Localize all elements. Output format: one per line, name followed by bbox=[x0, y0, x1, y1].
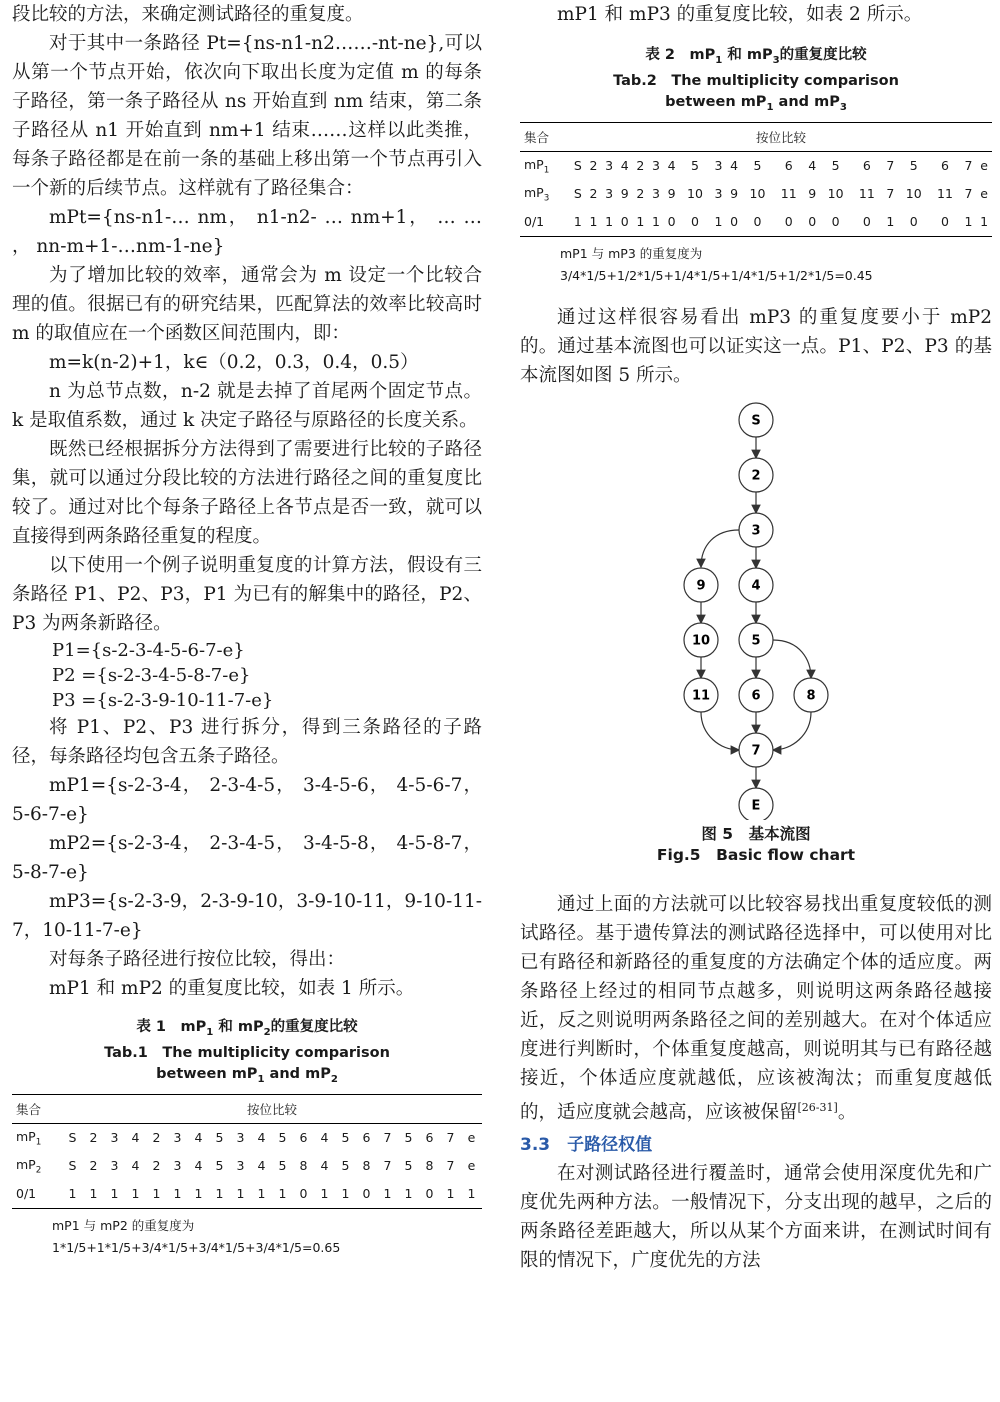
table-cell: 0 bbox=[742, 208, 773, 237]
flow-node-label: 2 bbox=[751, 468, 761, 484]
table-cell: 5 bbox=[215, 1130, 224, 1146]
table-cell: 1 bbox=[314, 1180, 335, 1209]
table1-caption-en2: between $mP_1$ and $mP_2$ bbox=[156, 1065, 338, 1085]
basic-flow-chart bbox=[520, 390, 992, 820]
table-cell: 2 bbox=[636, 158, 645, 174]
table-cell: 1 bbox=[398, 1180, 419, 1209]
table-cell: 6 bbox=[362, 1130, 371, 1146]
row-label: 0/1 bbox=[520, 208, 570, 237]
table-cell: 1 bbox=[335, 1180, 356, 1209]
table-cell: 0 bbox=[664, 208, 680, 237]
table-cell: S bbox=[68, 1158, 77, 1174]
header-set: 集合 bbox=[520, 122, 570, 151]
table-cell: 2 bbox=[152, 1158, 161, 1174]
table-cell: 0 bbox=[356, 1180, 377, 1209]
table-cell: 1 bbox=[586, 208, 602, 237]
flow-edge bbox=[773, 640, 811, 678]
table-cell: 0 bbox=[804, 208, 820, 237]
table-cell: 1 bbox=[209, 1180, 230, 1209]
table-cell: 6 bbox=[299, 1130, 308, 1146]
table-cell: 5 bbox=[691, 158, 699, 174]
table-cell: 7 bbox=[446, 1158, 455, 1174]
table1-note: mP1 与 mP2 的重复度为 bbox=[52, 1217, 195, 1233]
table-cell: 3 bbox=[605, 186, 614, 202]
table-cell: 3 bbox=[110, 1158, 119, 1174]
paragraph: 段比较的方法，来确定测试路径的重复度。 bbox=[12, 4, 364, 25]
table-cell: 1 bbox=[104, 1180, 125, 1209]
flow-edge bbox=[701, 712, 739, 750]
table-cell: 2 bbox=[152, 1130, 161, 1146]
table-cell: 3 bbox=[236, 1130, 245, 1146]
flow-node-label: 7 bbox=[751, 743, 761, 759]
table-cell: 10 bbox=[827, 186, 844, 202]
table-cell: 3 bbox=[173, 1130, 182, 1146]
table-cell: 6 bbox=[941, 158, 949, 174]
table-cell: 3 bbox=[714, 186, 723, 202]
table1-caption-zh: 表 1 $mP_1$ 和 $mP_2$的重复度比较 bbox=[136, 1019, 358, 1038]
header-set: 集合 bbox=[12, 1094, 62, 1123]
table-cell: 4 bbox=[620, 158, 629, 174]
paragraph: 为了增加比较的效率，通常会为 m 设定一个比较合理的值。很据已有的研究结果，匹配算法的效率比较高时 m 的取值应在一个函数区间范围内，即： bbox=[12, 265, 482, 344]
table-cell: 7 bbox=[383, 1130, 392, 1146]
table-cell: 0 bbox=[898, 208, 929, 237]
table-cell: 6 bbox=[784, 158, 793, 174]
paragraph: 对于其中一条路径 Pt={ns-n1-n2……-nt-ne},可以从第一个节点开始，依次向下取出长度为定值 m 的每条子路径，第一条子路径从 ns 开始直到 nm 结束，第二条子路径从 n1 开始直到 nm+1 结束……这样以此类推，每条子路径都是在前一条的基础上移出第一个节点再引入一个新的后续节点。这样就有了路径集合： bbox=[12, 33, 482, 199]
table-cell: 1 bbox=[976, 208, 992, 237]
table-cell: 4 bbox=[320, 1130, 329, 1146]
header-bitwise: 按位比较 bbox=[62, 1094, 482, 1123]
table-header-row bbox=[12, 1094, 482, 1123]
flow-node-label: 4 bbox=[751, 578, 761, 594]
flow-edge bbox=[701, 530, 739, 567]
table-cell: 10 bbox=[905, 186, 922, 202]
table-cell: 5 bbox=[341, 1130, 350, 1146]
table-cell: 1 bbox=[125, 1180, 146, 1209]
table-cell: 9 bbox=[667, 186, 676, 202]
table-cell: 11 bbox=[858, 186, 875, 202]
table-cell: 1 bbox=[601, 208, 617, 237]
flow-node-label: E bbox=[751, 798, 761, 814]
table-cell: 0 bbox=[773, 208, 804, 237]
table-cell: 4 bbox=[808, 158, 817, 174]
table2-note-formula: 3/4*1/5+1/2*1/5+1/4*1/5+1/4*1/5+1/2*1/5=0.45 bbox=[560, 267, 873, 283]
paragraph: mP1 和 mP2 的重复度比较，如表 1 所示。 bbox=[49, 978, 415, 999]
table-cell: 1 bbox=[188, 1180, 209, 1209]
table-cell: 8 bbox=[299, 1158, 308, 1174]
subpath-mp1: mP1={s-2-3-4， 2-3-4-5， 3-4-5-6， 4-5-6-7， 5-6-7-e} bbox=[12, 775, 482, 825]
table-cell: 6 bbox=[425, 1130, 434, 1146]
table-cell: 5 bbox=[278, 1130, 287, 1146]
table-cell: 0 bbox=[820, 208, 851, 237]
table-cell: S bbox=[68, 1130, 77, 1146]
table-cell: 4 bbox=[667, 158, 676, 174]
table-cell: 10 bbox=[687, 186, 703, 202]
formula-m: m=k(n-2)+1，k∈（0.2，0.3，0.4，0.5） bbox=[49, 352, 419, 373]
table-cell: 3 bbox=[714, 158, 723, 174]
table-cell: 0 bbox=[726, 208, 742, 237]
figure5-caption-zh: 图 5 基本流图 bbox=[701, 824, 811, 843]
flow-node-label: 10 bbox=[691, 633, 711, 649]
table-cell: 7 bbox=[964, 158, 973, 174]
path-p3: P3 ={s-2-3-9-10-11-7-e} bbox=[52, 690, 274, 711]
table-cell: 9 bbox=[808, 186, 817, 202]
table-cell: 7 bbox=[886, 186, 895, 202]
table-cell: 0 bbox=[419, 1180, 440, 1209]
table-cell: 7 bbox=[886, 158, 895, 174]
table-row bbox=[520, 208, 992, 237]
table-cell: 6 bbox=[862, 158, 871, 174]
table-cell: 5 bbox=[404, 1130, 413, 1146]
table-cell: 0 bbox=[617, 208, 633, 237]
paragraph: 以下使用一个例子说明重复度的计算方法，假设有三条路径 P1、P2、P3，P1 为已有的解集中的路径，P2、P3 为两条新路径。 bbox=[12, 555, 482, 634]
header-bitwise: 按位比较 bbox=[570, 122, 992, 151]
table-row bbox=[520, 180, 992, 208]
paragraph: mP1 和 mP3 的重复度比较，如表 2 所示。 bbox=[557, 4, 923, 25]
table-cell: 3 bbox=[236, 1158, 245, 1174]
table-cell: 1 bbox=[961, 208, 977, 237]
table-cell: 4 bbox=[131, 1130, 140, 1146]
row-label: $mP_1$ bbox=[16, 1128, 42, 1148]
table-cell: 2 bbox=[589, 186, 598, 202]
table-cell: 0 bbox=[679, 208, 710, 237]
paragraph: 既然已经根据拆分方法得到了需要进行比较的子路径集，就可以通过分段比较的方法进行路径之间的重复度比较了。通过对比个每条子路径上各节点是否一致，就可以直接得到两条路径重复的程度。 bbox=[12, 439, 482, 547]
subpath-mp3: mP3={s-2-3-9，2-3-9-10，3-9-10-11，9-10-11-7，10-11-7-e} bbox=[12, 891, 482, 941]
paragraph: 在对测试路径进行覆盖时，通常会使用深度优先和广度优先两种方法。一般情况下，分支出现的越早，之后的两条路径差距越大，所以从某个方面来讲，在测试时间有限的情况下，广度优先的方法 bbox=[520, 1162, 992, 1271]
table-cell: 5 bbox=[404, 1158, 413, 1174]
table-row bbox=[12, 1152, 482, 1180]
table-cell: S bbox=[573, 186, 582, 202]
table-cell: 7 bbox=[383, 1158, 392, 1174]
table-cell: 1 bbox=[83, 1180, 104, 1209]
table-cell: 1 bbox=[570, 208, 586, 237]
table-cell: 7 bbox=[964, 186, 973, 202]
subpath-mp2: mP2={s-2-3-4， 2-3-4-5， 3-4-5-8， 4-5-8-7， 5-8-7-e} bbox=[12, 833, 482, 883]
flow-edge bbox=[773, 712, 811, 750]
table-cell: 8 bbox=[362, 1158, 371, 1174]
table-cell: 9 bbox=[730, 186, 739, 202]
figure5-caption-en: Fig.5 Basic flow chart bbox=[656, 845, 856, 864]
flow-node-label: 8 bbox=[806, 688, 816, 704]
table-cell: 1 bbox=[251, 1180, 272, 1209]
row-label: $mP_3$ bbox=[524, 184, 550, 204]
table-cell: 1 bbox=[440, 1180, 461, 1209]
table-cell: 11 bbox=[937, 186, 953, 202]
table-cell: 3 bbox=[110, 1130, 119, 1146]
path-p1: P1={s-2-3-4-5-6-7-e} bbox=[52, 640, 245, 661]
table-cell: 0 bbox=[851, 208, 882, 237]
table-cell: 2 bbox=[589, 158, 598, 174]
formula-mpt: mPt={ns-n1-… nm， n1-n2- … nm+1， … … ， nn-m+1-…nm-1-ne} bbox=[12, 207, 482, 257]
row-label: $mP_2$ bbox=[16, 1156, 42, 1176]
table1 bbox=[12, 1094, 482, 1209]
table-row bbox=[12, 1180, 482, 1209]
table-cell: 5 bbox=[215, 1158, 224, 1174]
table-cell: 9 bbox=[620, 186, 629, 202]
paragraph: 通过这样很容易看出 mP3 的重复度要小于 mP2 的。通过基本流图也可以证实这一点。P1、P2、P3 的基本流图如图 5 所示。 bbox=[520, 306, 992, 386]
table-cell: e bbox=[467, 1130, 476, 1146]
table-cell: 0 bbox=[929, 208, 960, 237]
table-cell: 1 bbox=[272, 1180, 293, 1209]
row-label: $mP_1$ bbox=[524, 156, 550, 176]
table-cell: e bbox=[980, 158, 988, 174]
table-row bbox=[520, 151, 992, 180]
table-cell: 4 bbox=[730, 158, 739, 174]
left-column bbox=[12, 0, 482, 1259]
table-cell: 1 bbox=[230, 1180, 251, 1209]
table-cell: 3 bbox=[173, 1158, 182, 1174]
table-cell: 8 bbox=[425, 1158, 434, 1174]
table-cell: 5 bbox=[831, 158, 840, 174]
flow-node-label: 3 bbox=[751, 523, 761, 539]
table-cell: 3 bbox=[651, 186, 660, 202]
table-cell: 1 bbox=[62, 1180, 83, 1209]
table-cell: 2 bbox=[89, 1130, 98, 1146]
flow-node-label: 6 bbox=[751, 688, 761, 704]
table-cell: 1 bbox=[883, 208, 899, 237]
table-cell: 5 bbox=[909, 158, 918, 174]
table-cell: S bbox=[573, 158, 582, 174]
citation: [26-31] bbox=[797, 1100, 838, 1114]
table-cell: 4 bbox=[320, 1158, 329, 1174]
path-p2: P2 ={s-2-3-4-5-8-7-e} bbox=[52, 665, 251, 686]
table-cell: 3 bbox=[605, 158, 614, 174]
table2-note: mP1 与 mP3 的重复度为 bbox=[560, 245, 703, 261]
table2-caption-en: Tab.2 The multiplicity comparison bbox=[613, 72, 899, 89]
right-column bbox=[520, 0, 992, 1275]
table-cell: 4 bbox=[194, 1158, 203, 1174]
table1-caption-en: Tab.1 The multiplicity comparison bbox=[104, 1044, 390, 1061]
table-cell: 2 bbox=[89, 1158, 98, 1174]
table2-caption-zh: 表 2 $mP_1$ 和 $mP_3$的重复度比较 bbox=[645, 47, 867, 66]
table-cell: 2 bbox=[636, 186, 645, 202]
table-cell: 4 bbox=[194, 1130, 203, 1146]
section-heading: 3.3 子路径权值 bbox=[520, 1134, 653, 1155]
table-cell: 5 bbox=[753, 158, 762, 174]
table-cell: e bbox=[980, 186, 988, 202]
table-cell: 3 bbox=[651, 158, 660, 174]
table-row bbox=[12, 1123, 482, 1152]
table-header-row bbox=[520, 122, 992, 151]
table-cell: 0 bbox=[293, 1180, 314, 1209]
table-cell: 5 bbox=[278, 1158, 287, 1174]
table-cell: e bbox=[467, 1158, 476, 1174]
row-label: 0/1 bbox=[12, 1180, 62, 1209]
table-cell: 1 bbox=[633, 208, 649, 237]
table-cell: 1 bbox=[711, 208, 727, 237]
flow-node-label: S bbox=[751, 413, 761, 429]
table-cell: 4 bbox=[131, 1158, 140, 1174]
table-cell: 4 bbox=[257, 1130, 266, 1146]
table2-caption-en2: between $mP_1$ and $mP_3$ bbox=[665, 93, 847, 113]
flow-node-label: 9 bbox=[696, 578, 706, 594]
table-cell: 4 bbox=[257, 1158, 266, 1174]
table-cell: 1 bbox=[461, 1180, 482, 1209]
table2 bbox=[520, 122, 992, 237]
table-cell: 1 bbox=[377, 1180, 398, 1209]
table-cell: 1 bbox=[648, 208, 664, 237]
table-cell: 11 bbox=[780, 186, 797, 202]
table-cell: 1 bbox=[167, 1180, 188, 1209]
flow-node-label: 5 bbox=[751, 633, 761, 649]
paragraph: 对每条子路径进行按位比较，得出： bbox=[49, 949, 346, 970]
flow-node-label: 11 bbox=[691, 688, 711, 704]
paragraph: n 为总节点数，n-2 就是去掉了首尾两个固定节点。k 是取值系数，通过 k 决定子路径与原路径的长度关系。 bbox=[12, 381, 482, 431]
table-cell: 10 bbox=[749, 186, 766, 202]
paragraph: 将 P1、P2、P3 进行拆分，得到三条路径的子路径，每条路径均包含五条子路径。 bbox=[12, 717, 482, 767]
table-cell: 7 bbox=[446, 1130, 455, 1146]
paragraph: 通过上面的方法就可以比较容易找出重复度较低的测试路径。基于遗传算法的测试路径选择中，可以使用对比已有路径和新路径的重复度的方法确定个体的适应度。两条路径上经过的相同节点越多，则说明这两条路径越接近，反之则说明两条路径之间的差别越大。在对个体适应度进行判断时，个体重复度越高，则说明其与已有路径越接近，个体适应度就越低，应该被淘汰；而重复度越低的，适应度就会越高，应该被保留[26-31]。 bbox=[520, 893, 992, 1123]
table-cell: 1 bbox=[146, 1180, 167, 1209]
table-cell: 5 bbox=[341, 1158, 350, 1174]
table1-note-formula: 1*1/5+1*1/5+3/4*1/5+3/4*1/5+3/4*1/5=0.65 bbox=[52, 1239, 341, 1255]
